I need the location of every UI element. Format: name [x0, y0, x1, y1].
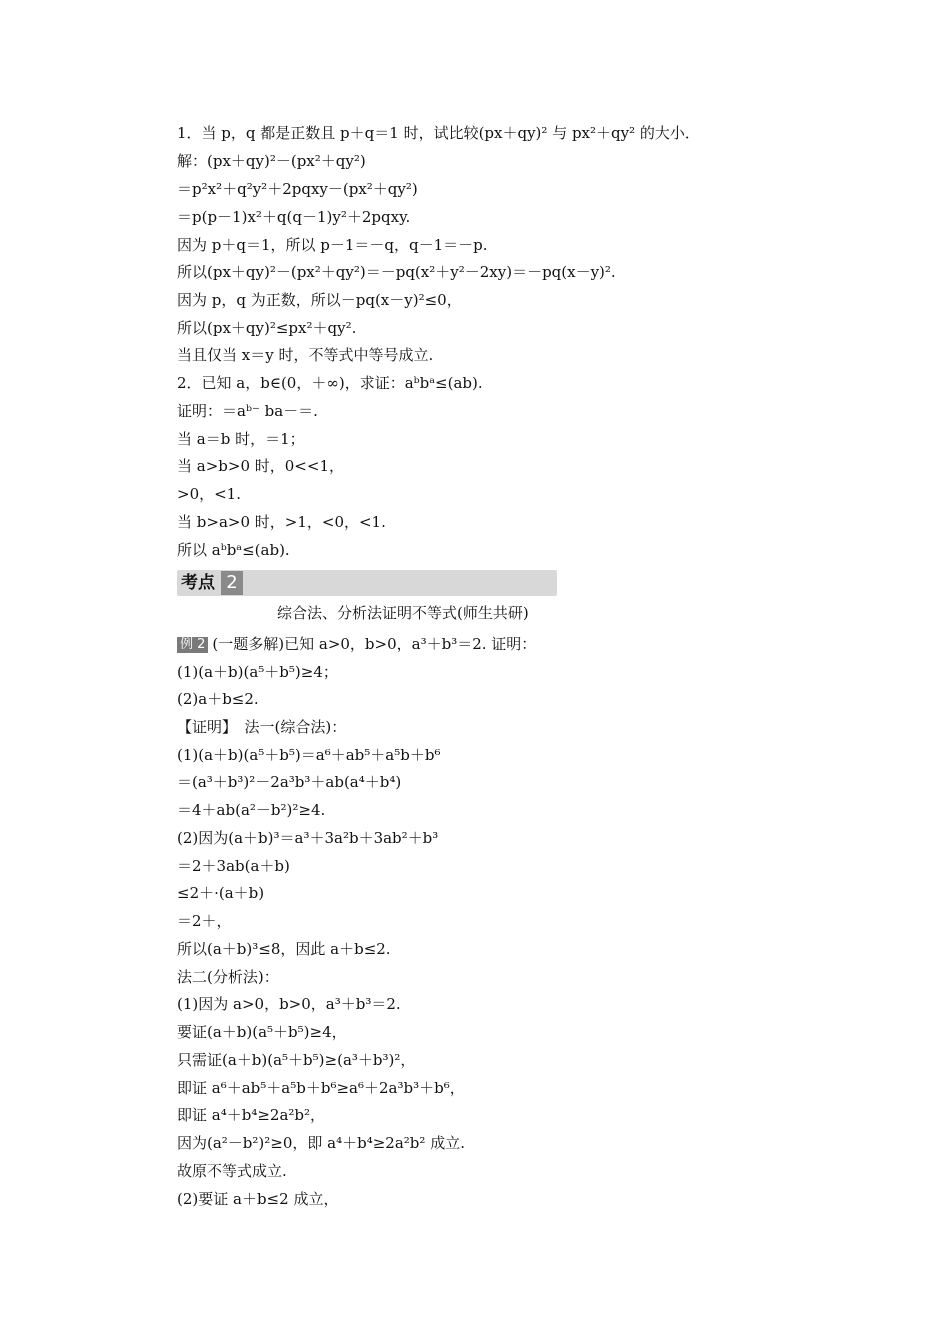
text-line: 当 a>b>0 时，0<<1， [177, 457, 344, 475]
example-line [177, 634, 536, 654]
example-text: (一题多解)已知 a>0，b>0，a³＋b³＝2. 证明： [212, 635, 537, 653]
text-line: 1．当 p，q 都是正数且 p＋q＝1 时，试比较(px＋qy)² 与 px²＋qy² 的大小． [177, 124, 700, 142]
text-line: (1)因为 a>0，b>0，a³＋b³＝2. [177, 995, 401, 1013]
text-line: (2)a＋b≤2. [177, 690, 259, 708]
example-tag: 例 2 [177, 637, 208, 653]
text-line: 所以(a＋b)³≤8，因此 a＋b≤2. [177, 940, 391, 958]
text-line: 所以(px＋qy)²≤px²＋qy². [177, 319, 357, 337]
text-line: 即证 a⁶＋ab⁵＋a⁵b＋b⁶≥a⁶＋2a³b³＋b⁶， [177, 1079, 465, 1097]
text-line: 所以 aᵇbᵃ≤(ab). [177, 541, 290, 559]
text-line: 要证(a＋b)(a⁵＋b⁵)≥4， [177, 1023, 347, 1041]
text-line: ≤2＋·(a＋b) [177, 884, 265, 902]
text-line: 【证明】 法一(综合法)： [177, 718, 347, 736]
text-line: (1)(a＋b)(a⁵＋b⁵)≥4； [177, 663, 338, 681]
text-line: >0，<1. [177, 485, 241, 503]
text-line: 因为(a²－b²)²≥0，即 a⁴＋b⁴≥2a²b² 成立. [177, 1134, 465, 1152]
text-line: ＝p²x²＋q²y²＋2pqxy－(px²＋qy²) [177, 180, 418, 198]
text-line: ＝p(p－1)x²＋q(q－1)y²＋2pqxy. [177, 208, 411, 226]
section-badge-label: 考点 [181, 573, 215, 593]
text-line: ＝4＋ab(a²－b²)²≥4. [177, 801, 326, 819]
text-line: (1)(a＋b)(a⁵＋b⁵)＝a⁶＋ab⁵＋a⁵b＋b⁶ [177, 746, 441, 764]
section-badge-number: 2 [221, 571, 243, 595]
text-line: (2)因为(a＋b)³＝a³＋3a²b＋3ab²＋b³ [177, 829, 439, 847]
section-badge [177, 570, 557, 596]
text-line: 即证 a⁴＋b⁴≥2a²b²， [177, 1106, 326, 1124]
text-line: 2．已知 a，b∈(0，＋∞)，求证：aᵇbᵃ≤(ab). [177, 374, 483, 392]
text-line: 证明：＝aᵇ⁻ ba－＝. [177, 402, 318, 420]
text-line: 法二(分析法)： [177, 968, 279, 986]
section-title: 综合法、分析法证明不等式(师生共研) [277, 604, 529, 622]
text-line: 因为 p＋q＝1，所以 p－1＝－q，q－1＝－p. [177, 236, 488, 254]
text-line: 当且仅当 x＝y 时，不等式中等号成立. [177, 346, 434, 364]
text-line: ＝(a³＋b³)²－2a³b³＋ab(a⁴＋b⁴) [177, 773, 402, 791]
text-line: 所以(px＋qy)²－(px²＋qy²)＝－pq(x²＋y²－2xy)＝－pq(x－y)². [177, 263, 616, 281]
text-line: 因为 p，q 为正数，所以－pq(x－y)²≤0， [177, 291, 462, 309]
text-line: 当 a＝b 时，＝1； [177, 430, 305, 448]
text-line: 当 b>a>0 时，>1，<0，<1. [177, 513, 386, 531]
text-line: (2)要证 a＋b≤2 成立， [177, 1190, 339, 1208]
text-line: 故原不等式成立. [177, 1162, 287, 1180]
text-line: 只需证(a＋b)(a⁵＋b⁵)≥(a³＋b³)²， [177, 1051, 416, 1069]
text-line: 解：(px＋qy)²－(px²＋qy²) [177, 152, 366, 170]
text-line: ＝2＋， [177, 912, 232, 930]
text-line: ＝2＋3ab(a＋b) [177, 857, 290, 875]
